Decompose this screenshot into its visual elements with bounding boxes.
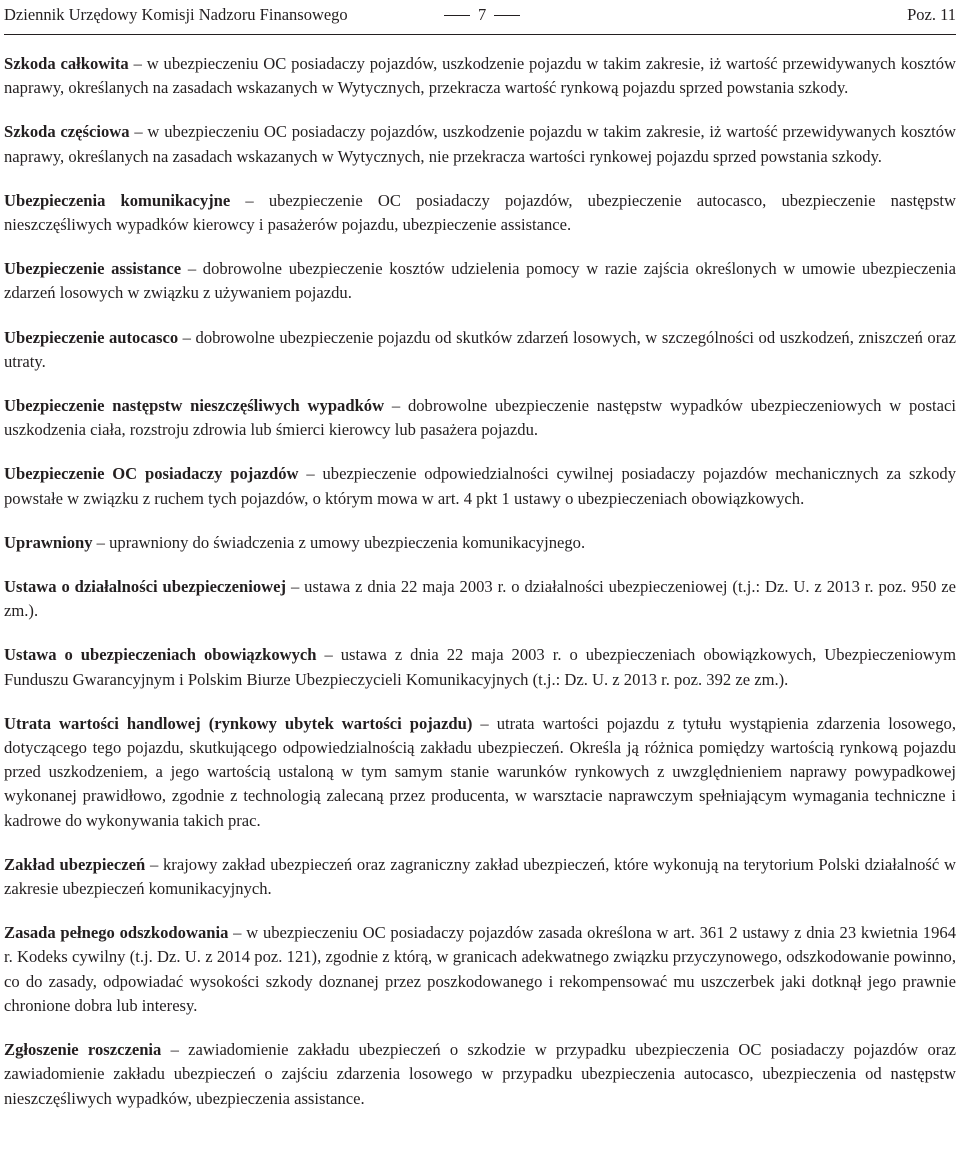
- definition-entry: [4, 712, 956, 833]
- page-number: 7: [478, 5, 487, 24]
- definition-text: – ubezpieczenie OC posiadaczy pojazdów, ubezpieczenie autocasco, ubezpieczenie następstw nieszczęśliwych wypadków kierowcy i pasażerów pojazdu, ubezpieczenie assistance.: [4, 190, 957, 235]
- definition-entry: [4, 921, 956, 1018]
- definition-entry: [4, 257, 956, 305]
- definition-entry: [4, 531, 956, 555]
- document-page: [4, 0, 957, 1108]
- definition-text: – dobrowolne ubezpieczenie pojazdu od skutków zdarzeń losowych, w szczególności od uszkodzeń, zniszczeń oraz utraty.: [4, 327, 956, 371]
- page-header: [4, 0, 956, 35]
- page-number-block: [444, 4, 520, 26]
- definition-text: – uprawniony do świadczenia z umowy ubezpieczenia komunikacyjnego.: [92, 532, 586, 552]
- definition-entry: [4, 1038, 956, 1111]
- definition-entry: [4, 575, 956, 623]
- definition-entry: [4, 189, 956, 237]
- definition-term: Ubezpieczenia komunikacyjne: [4, 190, 231, 210]
- definition-entry: [4, 462, 956, 510]
- definition-term: Szkoda częściowa: [4, 122, 130, 142]
- definition-entry: [4, 52, 956, 100]
- definition-term: Uprawniony: [4, 532, 93, 552]
- journal-title: Dziennik Urzędowy Komisji Nadzoru Finansowego: [4, 5, 348, 24]
- definition-term: Ubezpieczenie assistance: [4, 259, 182, 279]
- definitions-list: [4, 52, 956, 1131]
- definition-text: – dobrowolne ubezpieczenie kosztów udzielenia pomocy w razie zajścia określonych w umowie ubezpieczenia zdarzeń losowych w związku z używaniem pojazdu.: [4, 259, 957, 303]
- definition-term: Ubezpieczenie następstw nieszczęśliwych wypadków: [4, 396, 385, 416]
- definition-entry: [4, 394, 956, 442]
- definition-text: – ustawa z dnia 22 maja 2003 r. o ubezpieczeniach obowiązkowych, Ubezpieczeniowym Funduszu Gwarancyjnym i Polskim Biurze Ubezpieczycieli Komunikacyjnych (t.j.: Dz. U. z 2013 r. poz. 392 ze zm.).: [4, 645, 956, 689]
- definition-text: – w ubezpieczeniu OC posiadaczy pojazdów, uszkodzenie pojazdu w takim zakresie, iż wartość przewidywanych kosztów naprawy, określanych na zasadach wskazanych w Wytycznych, przekracza wartość rynkową pojazdu sprzed powstania szkody.: [4, 54, 957, 98]
- definition-term: Zakład ubezpieczeń: [4, 854, 146, 874]
- page-number-rule-right: [494, 15, 520, 16]
- definition-text: – krajowy zakład ubezpieczeń oraz zagraniczny zakład ubezpieczeń, które wykonują na terytorium Polski działalność w zakresie ubezpieczeń komunikacyjnych.: [4, 854, 956, 899]
- definition-term: Ustawa o ubezpieczeniach obowiązkowych: [4, 645, 317, 665]
- definition-term: Ubezpieczenie OC posiadaczy pojazdów: [4, 464, 299, 484]
- definition-text: – ustawa z dnia 22 maja 2003 r. o działalności ubezpieczeniowej (t.j.: Dz. U. z 2013 r. poz. 950 ze zm.).: [4, 577, 956, 621]
- definition-entry: [4, 326, 956, 374]
- definition-text: – w ubezpieczeniu OC posiadaczy pojazdów zasada określona w art. 361 2 ustawy z dnia 23 kwietnia 1964 r. Kodeks cywilny (t.j. Dz. U. z 2014 poz. 121), zgodnie z którą, w granicach adekwatnego związku przyczynowego, odszkodowanie powinno, co do zasady, odpowiadać wysokości szkody doznanej przez poszkodowanego i rekompensować mu uszczerbek jaki dotknął jego prawnie chronione dobra lub interesy.: [4, 923, 956, 1015]
- definition-term: Ubezpieczenie autocasco: [4, 327, 179, 347]
- definition-entry: [4, 120, 956, 168]
- definition-text: – w ubezpieczeniu OC posiadaczy pojazdów, uszkodzenie pojazdu w takim zakresie, iż wartość przewidywanych kosztów naprawy, określanych na zasadach wskazanych w Wytycznych, nie przekracza wartości rynkowej pojazdu sprzed powstania szkody.: [4, 122, 956, 166]
- definition-entry: [4, 643, 956, 691]
- definition-term: Utrata wartości handlowej (rynkowy ubytek wartości pojazdu): [4, 713, 473, 733]
- definition-term: Zasada pełnego odszkodowania: [4, 923, 229, 943]
- definition-text: – zawiadomienie zakładu ubezpieczeń o szkodzie w przypadku ubezpieczenia OC posiadaczy pojazdów oraz zawiadomienie zakładu ubezpieczeń o zajściu zdarzenia losowego w przypadku ubezpieczenia autocasco, ubezpieczenia od następstw nieszczęśliwych wypadków, ubezpieczenia assistance.: [4, 1040, 956, 1108]
- definition-text: – ubezpieczenie odpowiedzialności cywilnej posiadaczy pojazdów mechanicznych za szkody powstałe w związku z ruchem tych pojazdów, o którym mowa w art. 4 pkt 1 ustawy o ubezpieczeniach obowiązkowych.: [4, 464, 956, 508]
- definition-text: – dobrowolne ubezpieczenie następstw wypadków ubezpieczeniowych w postaci uszkodzenia ciała, rozstroju zdrowia lub śmierci kierowcy lub pasażera pojazdu.: [4, 396, 956, 440]
- definition-entry: [4, 853, 956, 901]
- definition-term: Zgłoszenie roszczenia: [4, 1040, 162, 1060]
- definition-text: – utrata wartości pojazdu z tytułu wystąpienia zdarzenia losowego, dotyczącego tego pojazdu, skutkującego odpowiedzialnością zakładu ubezpieczeń. Określa ją różnica pomiędzy wartością rynkową pojazdu przed uszkodzeniem, a jego wartością ustaloną w tym samym stanie warunków rynkowych z uwzględnieniem naprawy powypadkowej wykonanej prawidłowo, zgodnie z technologią zalecaną przez producenta, w warsztacie naprawczym spełniającym wymagania techniczne i kadrowe do wykonywania takich prac.: [4, 713, 956, 830]
- definition-term: Szkoda całkowita: [4, 54, 129, 73]
- page-number-rule-left: [444, 15, 470, 16]
- definition-term: Ustawa o działalności ubezpieczeniowej: [4, 577, 287, 597]
- position-reference: Poz. 11: [907, 5, 956, 24]
